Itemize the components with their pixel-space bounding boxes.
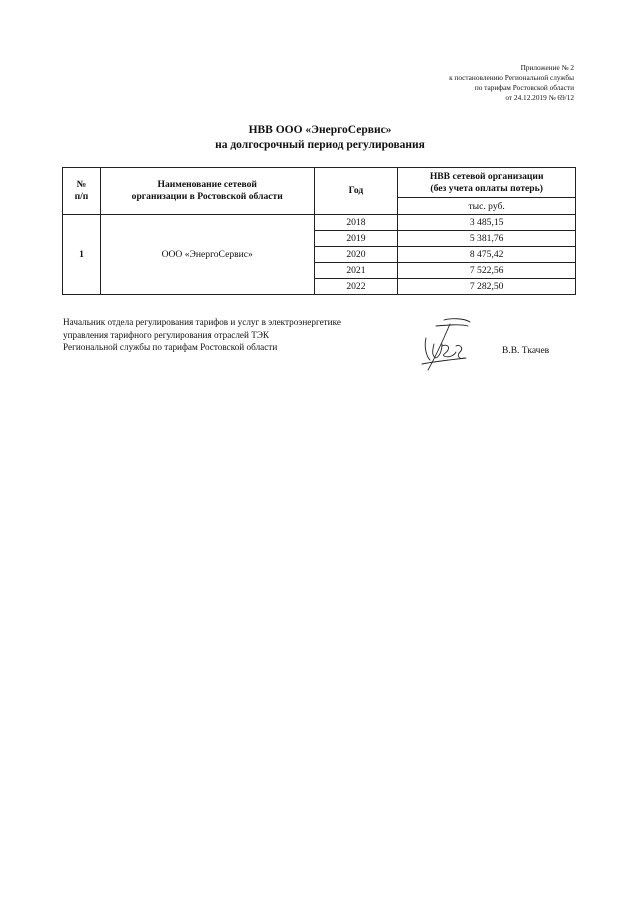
- document-title: [0, 123, 640, 153]
- appendix-line: от 24.12.2019 № 69/12: [505, 93, 574, 102]
- row-number: 1: [63, 215, 101, 295]
- organization-name: ООО «ЭнергоСервис»: [100, 215, 314, 295]
- header-number-line2: п/п: [74, 191, 89, 202]
- title-line: на долгосрочный период регулирования: [215, 139, 425, 151]
- header-year: Год: [314, 168, 398, 215]
- header-number-line1: №: [76, 179, 87, 190]
- year-cell: 2019: [314, 231, 398, 247]
- value-cell: 3 485,15: [398, 215, 576, 231]
- position-line: управления тарифного регулирования отраслей ТЭК: [63, 329, 270, 340]
- header-organization: [100, 168, 314, 215]
- title-line: НВВ ООО «ЭнергоСервис»: [248, 124, 392, 136]
- appendix-line: к постановлению Региональной службы: [449, 73, 574, 82]
- appendix-line: по тарифам Ростовской области: [474, 83, 574, 92]
- value-cell: 5 381,76: [398, 231, 576, 247]
- header-organization-line2: организации в Ростовской области: [131, 191, 283, 202]
- nvv-table: [62, 167, 576, 295]
- year-cell: 2020: [314, 247, 398, 263]
- year-cell: 2021: [314, 263, 398, 279]
- year-cell: 2018: [314, 215, 398, 231]
- header-unit: тыс. руб.: [398, 198, 576, 215]
- position-line: Начальник отдела регулирования тарифов и услуг в электроэнергетике: [63, 317, 341, 327]
- value-cell: 7 522,56: [398, 263, 576, 279]
- handwritten-signature-icon: [414, 316, 476, 376]
- header-nvv: [398, 168, 576, 198]
- appendix-line: Приложение № 2: [520, 63, 574, 72]
- header-nvv-line2: (без учета оплаты потерь): [430, 182, 543, 194]
- value-cell: 8 475,42: [398, 247, 576, 263]
- value-cell: 7 282,50: [398, 279, 576, 295]
- header-nvv-line1: НВВ сетевой организации: [429, 170, 544, 182]
- header-number: [63, 168, 101, 215]
- signer-name: В.В. Ткачев: [502, 346, 550, 356]
- appendix-header: [449, 63, 574, 103]
- year-cell: 2022: [314, 279, 398, 295]
- signatory-position: [63, 316, 341, 354]
- position-line: Региональной службы по тарифам Ростовской области: [63, 342, 278, 352]
- header-organization-line1: Наименование сетевой: [157, 179, 257, 190]
